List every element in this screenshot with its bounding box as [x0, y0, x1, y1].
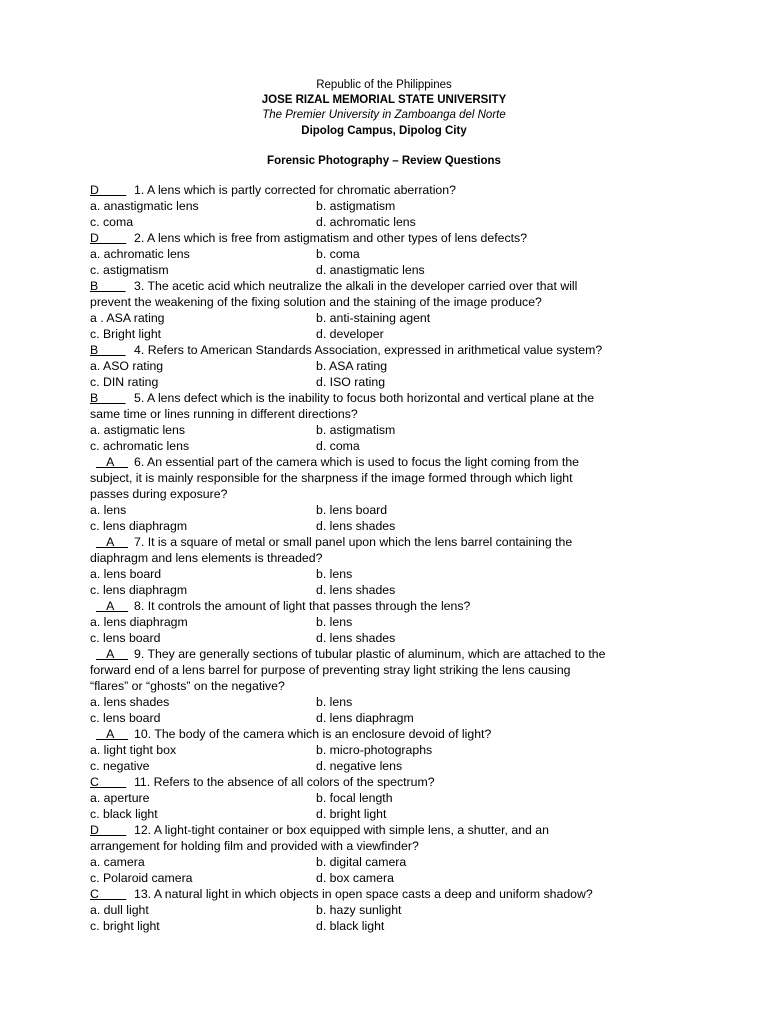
- answer-blank: A: [95, 647, 129, 661]
- question-text: A natural light in which objects in open space casts a deep and uniform shadow?: [153, 887, 593, 901]
- answer-blank: B: [90, 391, 126, 405]
- question-text: diaphragm and lens elements is threaded?: [90, 551, 323, 565]
- question-line-continued: [90, 486, 690, 502]
- answer-blank: D: [90, 231, 127, 245]
- question-line-continued: [90, 470, 690, 486]
- option-b: b. lens: [316, 695, 353, 709]
- question-number: 8.: [134, 599, 145, 613]
- option-c: c. coma: [90, 215, 134, 229]
- answer-blank: D: [90, 183, 127, 197]
- option-d: d. lens diaphragm: [316, 711, 414, 725]
- question-number: 3.: [134, 279, 145, 293]
- answer-blank: C: [90, 887, 127, 901]
- option-c: c. lens board: [90, 631, 161, 645]
- header-republic: Republic of the Philippines: [316, 79, 452, 91]
- question-text: A lens defect which is the inability to focus both horizontal and vertical plane at the: [147, 391, 595, 405]
- option-d: d. coma: [316, 439, 360, 453]
- header-tagline: The Premier University in Zamboanga del Norte: [262, 109, 506, 122]
- question-text: Refers to American Standards Association, expressed in arithmetical value system?: [147, 343, 603, 357]
- answer-blank: A: [95, 535, 129, 549]
- question-item: [90, 278, 690, 342]
- option-b: b. focal length: [316, 791, 393, 805]
- question-line-continued: [90, 662, 690, 678]
- question-item: [90, 646, 690, 726]
- option-a: a. astigmatic lens: [90, 423, 186, 437]
- question-line: [90, 342, 690, 358]
- question-number: 13.: [134, 887, 152, 901]
- options-row: [90, 630, 690, 646]
- question-line: [90, 278, 690, 294]
- option-d: d. box camera: [316, 871, 394, 885]
- option-d: d. negative lens: [316, 759, 403, 773]
- question-item: [90, 454, 690, 534]
- question-text: “flares” or “ghosts” on the negative?: [90, 679, 285, 693]
- question-item: [90, 230, 690, 278]
- answer-blank: A: [95, 727, 129, 741]
- question-text: They are generally sections of tubular plastic of aluminum, which are attached to the: [147, 647, 606, 661]
- question-line: [90, 822, 690, 838]
- options-row: [90, 742, 690, 758]
- option-b: b. lens: [316, 615, 353, 629]
- question-text: subject, it is mainly responsible for the sharpness if the image formed through which light: [90, 471, 573, 485]
- document-title: Forensic Photography – Review Questions: [267, 154, 501, 167]
- option-a: a. lens: [90, 503, 127, 517]
- option-d: d. ISO rating: [316, 375, 386, 389]
- question-number: 11.: [134, 775, 151, 789]
- options-row: [90, 198, 690, 214]
- options-row: [90, 758, 690, 774]
- question-text: A lens which is partly corrected for chromatic aberration?: [147, 183, 456, 197]
- question-text: same time or lines running in different directions?: [90, 407, 358, 421]
- options-row: [90, 902, 690, 918]
- question-item: [90, 342, 690, 390]
- option-b: b. lens board: [316, 503, 388, 517]
- option-b: b. astigmatism: [316, 423, 396, 437]
- question-line: [90, 230, 690, 246]
- option-a: a. achromatic lens: [90, 247, 190, 261]
- question-text: The acetic acid which neutralize the alkali in the developer carried over that will: [147, 279, 578, 293]
- options-row: [90, 854, 690, 870]
- answer-blank: A: [95, 455, 129, 469]
- question-line: [90, 598, 690, 614]
- question-text: It is a square of metal or small panel upon which the lens barrel containing the: [147, 535, 573, 549]
- answer-blank: D: [90, 823, 127, 837]
- options-row: [90, 422, 690, 438]
- option-b: b. anti-staining agent: [316, 311, 431, 325]
- question-item: [90, 774, 690, 822]
- options-row: [90, 374, 690, 390]
- option-d: d. anastigmatic lens: [316, 263, 425, 277]
- option-b: b. lens: [316, 567, 353, 581]
- question-line-continued: [90, 294, 690, 310]
- option-d: d. achromatic lens: [316, 215, 416, 229]
- option-a: a. aperture: [90, 791, 150, 805]
- option-b: b. ASA rating: [316, 359, 388, 373]
- option-a: a. anastigmatic lens: [90, 199, 199, 213]
- options-row: [90, 566, 690, 582]
- question-item: [90, 822, 690, 886]
- question-line: [90, 646, 690, 662]
- question-text: The body of the camera which is an enclosure devoid of light?: [154, 727, 492, 741]
- options-row: [90, 502, 690, 518]
- options-row: [90, 710, 690, 726]
- question-item: [90, 726, 690, 774]
- option-c: c. lens diaphragm: [90, 519, 188, 533]
- option-a: a . ASA rating: [90, 311, 165, 325]
- answer-blank: B: [90, 343, 126, 357]
- option-d: d. lens shades: [316, 519, 396, 533]
- option-d: d. developer: [316, 327, 384, 341]
- question-text: It controls the amount of light that passes through the lens?: [147, 599, 471, 613]
- header-campus: Dipolog Campus, Dipolog City: [301, 124, 467, 137]
- options-row: [90, 262, 690, 278]
- option-c: c. DIN rating: [90, 375, 159, 389]
- question-item: [90, 598, 690, 646]
- option-c: c. negative: [90, 759, 150, 773]
- options-row: [90, 326, 690, 342]
- option-a: a. camera: [90, 855, 145, 869]
- option-c: c. bright light: [90, 919, 160, 933]
- question-text: Refers to the absence of all colors of the spectrum?: [153, 775, 435, 789]
- answer-blank: B: [90, 279, 126, 293]
- option-b: b. hazy sunlight: [316, 903, 402, 917]
- question-text: passes during exposure?: [90, 487, 228, 501]
- question-number: 10.: [134, 727, 152, 741]
- option-c: c. lens board: [90, 711, 161, 725]
- question-line: [90, 534, 690, 550]
- options-row: [90, 518, 690, 534]
- question-number: 1.: [134, 183, 145, 197]
- option-a: a. lens board: [90, 567, 162, 581]
- option-d: d. lens shades: [316, 583, 396, 597]
- question-line-continued: [90, 838, 690, 854]
- question-line: [90, 454, 690, 470]
- options-row: [90, 918, 690, 934]
- options-row: [90, 870, 690, 886]
- question-number: 9.: [134, 647, 145, 661]
- option-a: a. ASO rating: [90, 359, 164, 373]
- question-line: [90, 886, 690, 902]
- option-b: b. astigmatism: [316, 199, 396, 213]
- answer-blank: A: [95, 599, 129, 613]
- question-item: [90, 534, 690, 598]
- document-header: [0, 78, 768, 169]
- option-d: d. bright light: [316, 807, 387, 821]
- question-text: A lens which is free from astigmatism and other types of lens defects?: [147, 231, 528, 245]
- option-b: b. digital camera: [316, 855, 407, 869]
- question-item: [90, 390, 690, 454]
- question-text: A light-tight container or box equipped with simple lens, a shutter, and an: [153, 823, 549, 837]
- option-d: d. lens shades: [316, 631, 396, 645]
- options-row: [90, 614, 690, 630]
- option-c: c. Polaroid camera: [90, 871, 193, 885]
- question-line-continued: [90, 678, 690, 694]
- question-line: [90, 774, 690, 790]
- answer-blank: C: [90, 775, 127, 789]
- option-b: b. micro-photographs: [316, 743, 433, 757]
- question-list: [90, 182, 690, 934]
- question-line-continued: [90, 406, 690, 422]
- option-c: c. Bright light: [90, 327, 162, 341]
- option-a: a. dull light: [90, 903, 149, 917]
- question-number: 4.: [134, 343, 145, 357]
- option-c: c. lens diaphragm: [90, 583, 188, 597]
- question-item: [90, 886, 690, 934]
- options-row: [90, 214, 690, 230]
- question-text: An essential part of the camera which is used to focus the light coming from the: [147, 455, 579, 469]
- options-row: [90, 806, 690, 822]
- options-row: [90, 310, 690, 326]
- question-line-continued: [90, 550, 690, 566]
- options-row: [90, 358, 690, 374]
- option-c: c. achromatic lens: [90, 439, 190, 453]
- question-number: 12.: [134, 823, 152, 837]
- options-row: [90, 790, 690, 806]
- options-row: [90, 246, 690, 262]
- question-number: 5.: [134, 391, 145, 405]
- option-d: d. black light: [316, 919, 385, 933]
- option-a: a. lens diaphragm: [90, 615, 188, 629]
- question-number: 7.: [134, 535, 145, 549]
- header-university: JOSE RIZAL MEMORIAL STATE UNIVERSITY: [261, 94, 507, 107]
- question-text: prevent the weakening of the fixing solution and the staining of the image produce?: [90, 295, 542, 309]
- options-row: [90, 582, 690, 598]
- question-line: [90, 390, 690, 406]
- option-c: c. astigmatism: [90, 263, 169, 277]
- options-row: [90, 694, 690, 710]
- option-b: b. coma: [316, 247, 360, 261]
- question-text: arrangement for holding film and provided with a viewfinder?: [90, 839, 419, 853]
- options-row: [90, 438, 690, 454]
- question-text: forward end of a lens barrel for purpose of preventing stray light striking the lens causing: [90, 663, 571, 677]
- question-number: 6.: [134, 455, 145, 469]
- option-a: a. lens shades: [90, 695, 170, 709]
- option-a: a. light tight box: [90, 743, 177, 757]
- question-number: 2.: [134, 231, 145, 245]
- question-line: [90, 726, 690, 742]
- option-c: c. black light: [90, 807, 158, 821]
- question-item: [90, 182, 690, 230]
- question-line: [90, 182, 690, 198]
